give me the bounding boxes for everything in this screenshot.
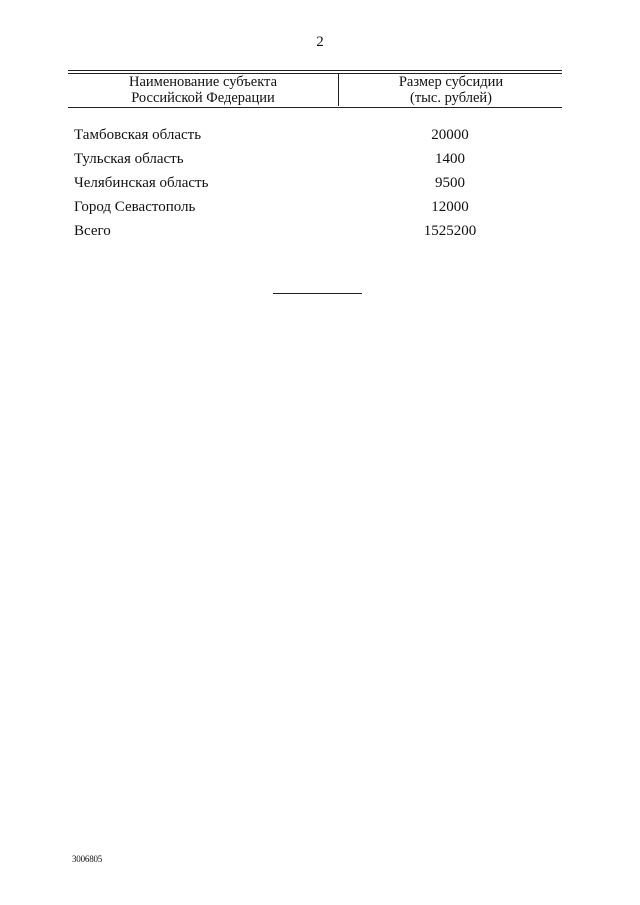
table-row [68, 171, 562, 195]
end-of-document-rule [273, 293, 362, 294]
region-name: Город Севастополь [74, 199, 196, 215]
header-subsidy-amount [338, 74, 563, 106]
table-row [68, 123, 562, 147]
header-subsidy-amount-line-2: (тыс. рублей) [410, 90, 492, 106]
table-header [68, 70, 562, 108]
region-name: Тульская область [74, 151, 184, 167]
table-row [68, 195, 562, 219]
total-value: 1525200 [423, 223, 477, 239]
page-number: 2 [316, 34, 324, 50]
subsidy-value: 9500 [435, 175, 465, 191]
document-code: 3006805 [72, 854, 103, 864]
subsidy-value: 1400 [435, 151, 465, 167]
header-subsidy-amount-line-1: Размер субсидии [398, 74, 504, 90]
subsidy-table [68, 70, 562, 239]
header-region-name-line-1: Наименование субъекта [128, 74, 278, 90]
total-label: Всего [74, 223, 111, 239]
header-region-name-line-2: Российской Федерации [131, 90, 275, 106]
table-row-total [68, 219, 562, 243]
subsidy-value: 12000 [431, 199, 469, 215]
subsidy-value: 20000 [431, 127, 469, 143]
region-name: Тамбовская область [74, 127, 202, 143]
header-region-name [68, 74, 338, 106]
table-row [68, 147, 562, 171]
region-name: Челябинская область [74, 175, 209, 191]
table-body [68, 123, 562, 243]
